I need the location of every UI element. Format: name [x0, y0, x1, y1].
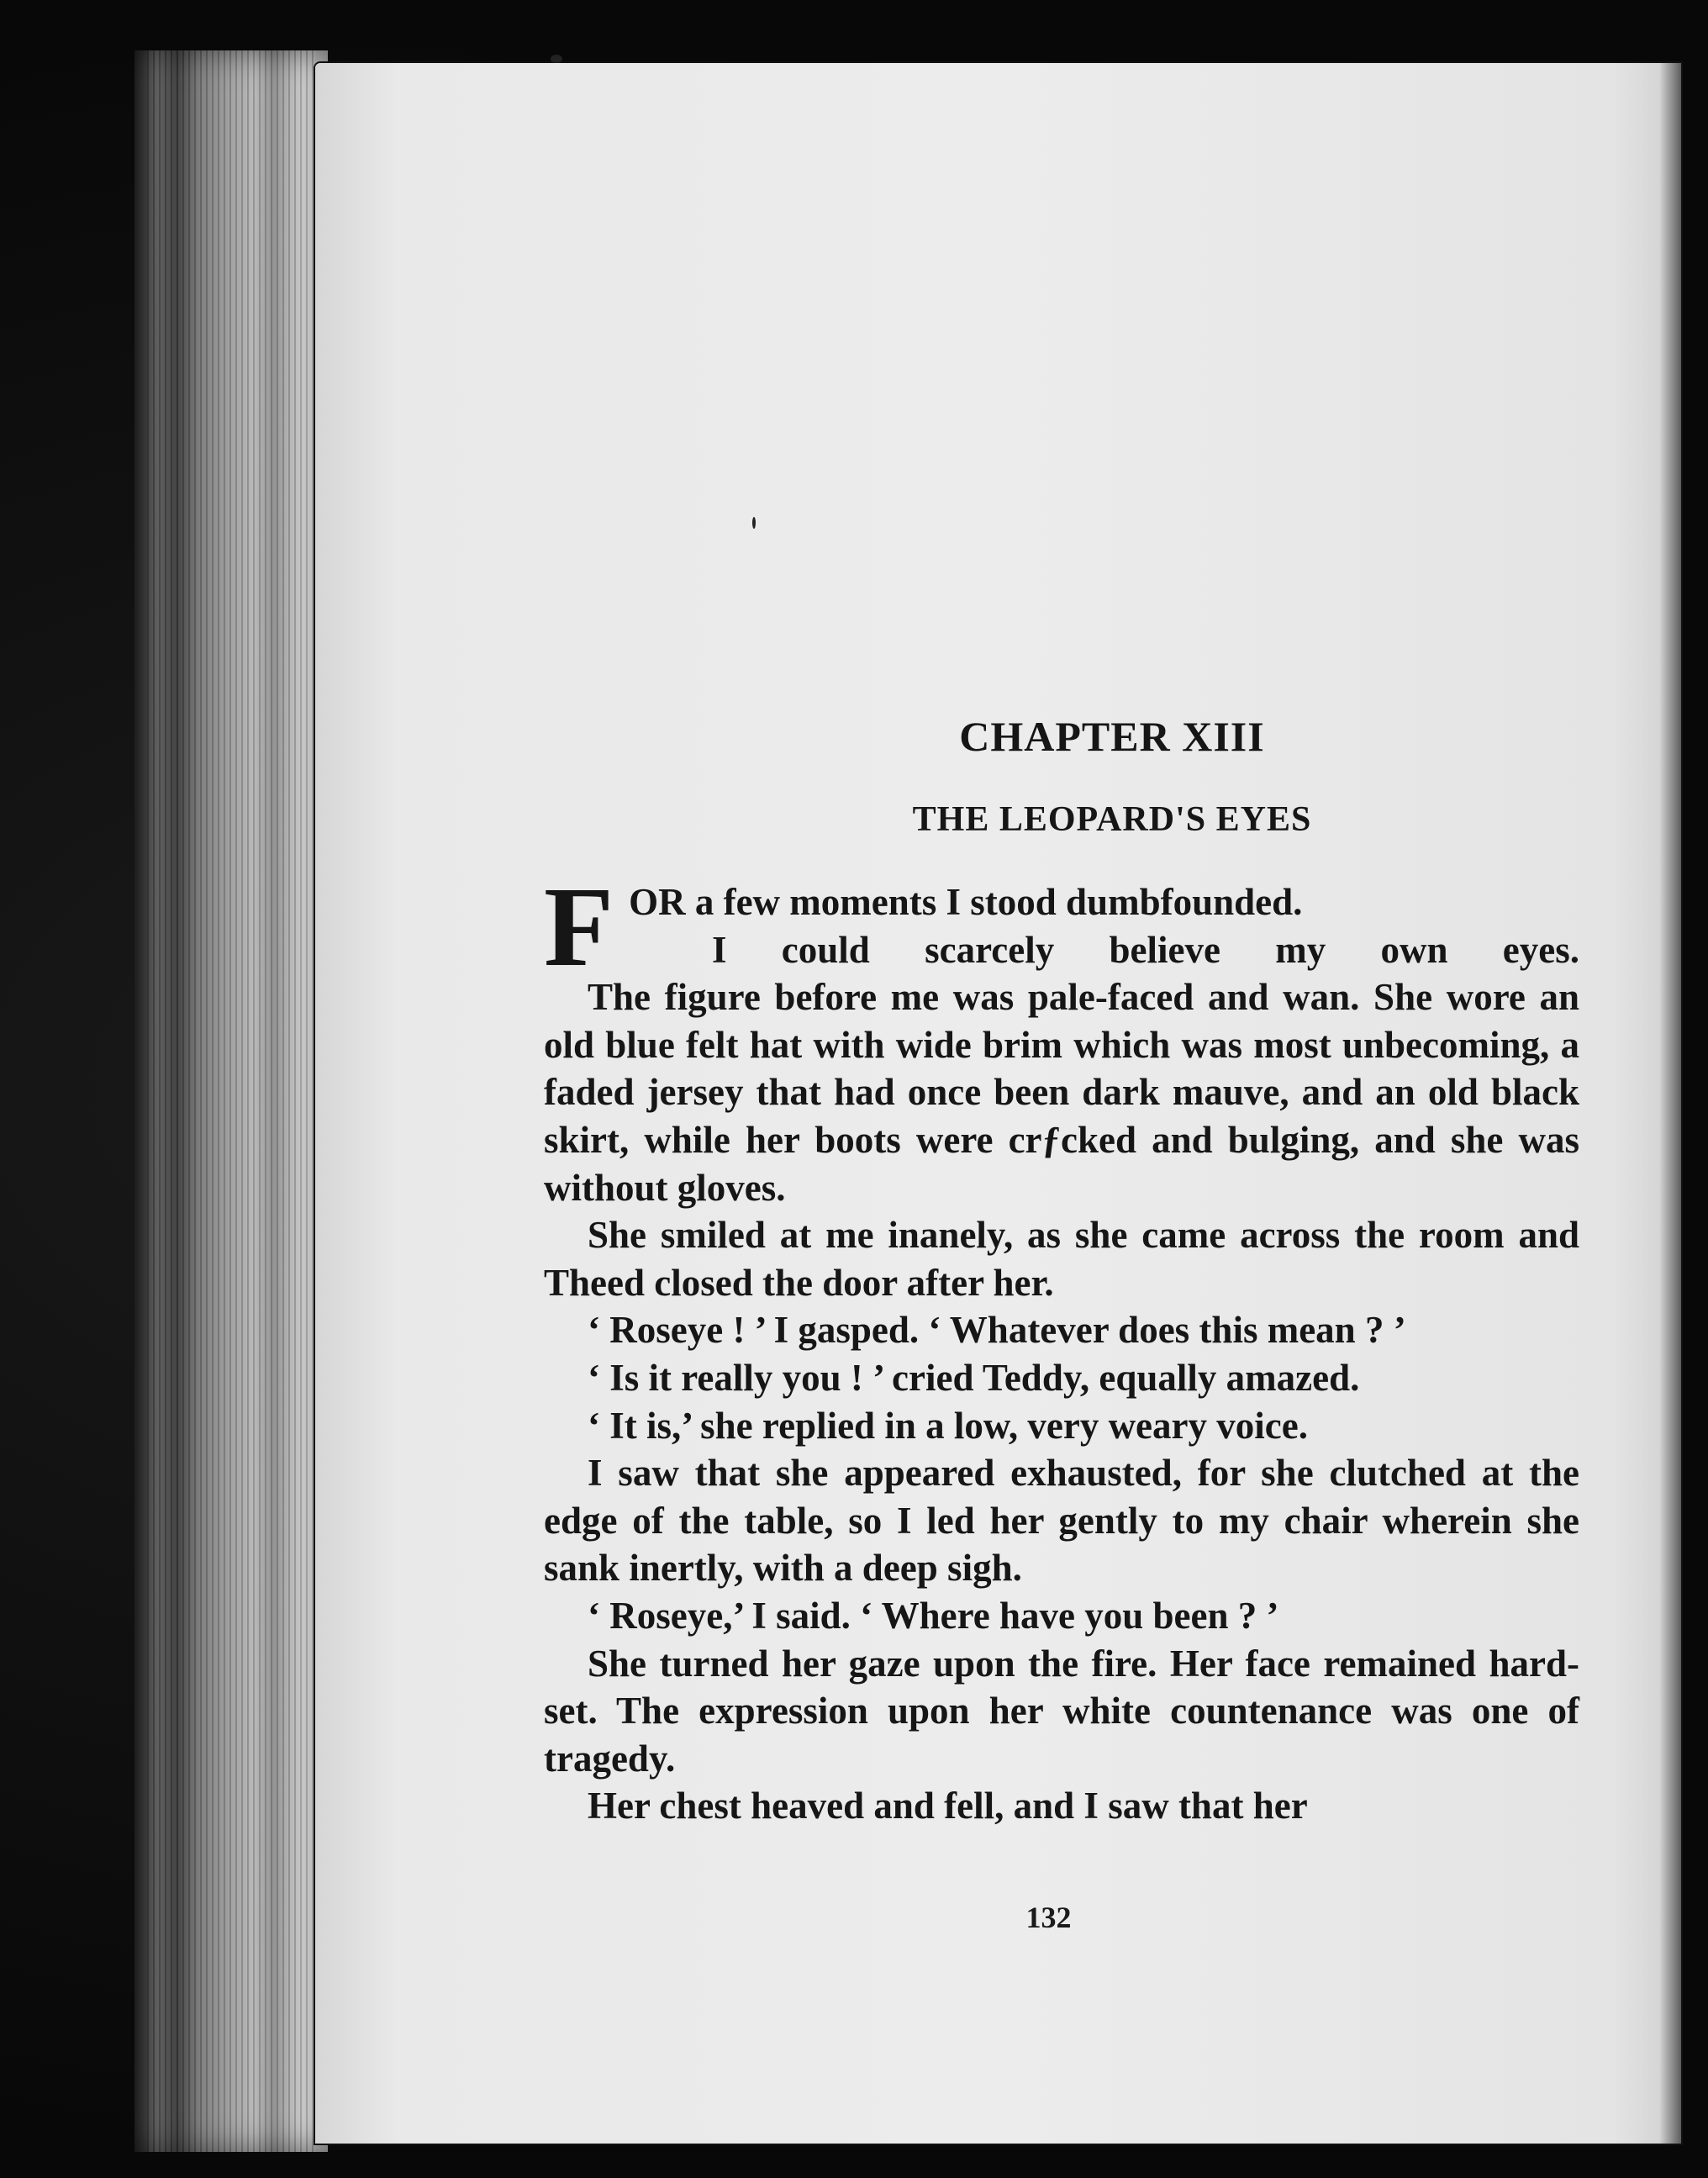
dust-speck	[752, 517, 756, 529]
page-edge-texture	[147, 50, 315, 2152]
page-text-block	[544, 643, 1579, 1830]
opening-line-2: I could scarcely believe my own eyes.	[712, 928, 1579, 971]
chapter-title: THE LEOPARD'S EYES	[912, 800, 1312, 839]
opening-paragraph	[544, 864, 1579, 990]
paragraph: The figure before me was pale-faced and wan. She wore an old blue felt hat with wide brim which was most unbecoming, a faded jersey that had once been dark mauve, and an old black skirt, while her boots were crƒcked and bulging, and she was without gloves.	[544, 976, 1579, 1209]
paragraph: ‘ Roseye,’ I said. ‘ Where have you been ? ’	[588, 1594, 1279, 1637]
page-gutter-shadow	[1659, 63, 1681, 2144]
drop-cap: F	[544, 864, 614, 990]
chapter-heading: CHAPTER XIII	[959, 713, 1265, 760]
page-number: 132	[1025, 1901, 1072, 1934]
chapter-body	[544, 864, 1579, 1830]
paragraph: I saw that she appeared exhausted, for she clutched at the edge of the table, so I led her gently to my chair wherein she sank inertly, with a deep sigh.	[544, 1452, 1579, 1590]
paragraph: ‘ Is it really you ! ’ cried Teddy, equally amazed.	[588, 1356, 1360, 1399]
paragraph: ‘ It is,’ she replied in a low, very weary voice.	[588, 1404, 1308, 1447]
opening-line-1: OR a few moments I stood dumbfounded.	[629, 881, 1303, 923]
paragraph: Her chest heaved and fell, and I saw that her	[588, 1785, 1308, 1827]
paragraph: ‘ Roseye ! ’ I gasped. ‘ Whatever does this mean ? ’	[588, 1309, 1406, 1352]
book-page	[315, 63, 1681, 2144]
paragraph: She smiled at me inanely, as she came across the room and Theed closed the door after her.	[544, 1214, 1579, 1304]
paragraph: She turned her gaze upon the fire. Her face remained hard-set. The expression upon her white countenance was one of tragedy.	[544, 1642, 1579, 1780]
dust-speck	[551, 55, 562, 63]
